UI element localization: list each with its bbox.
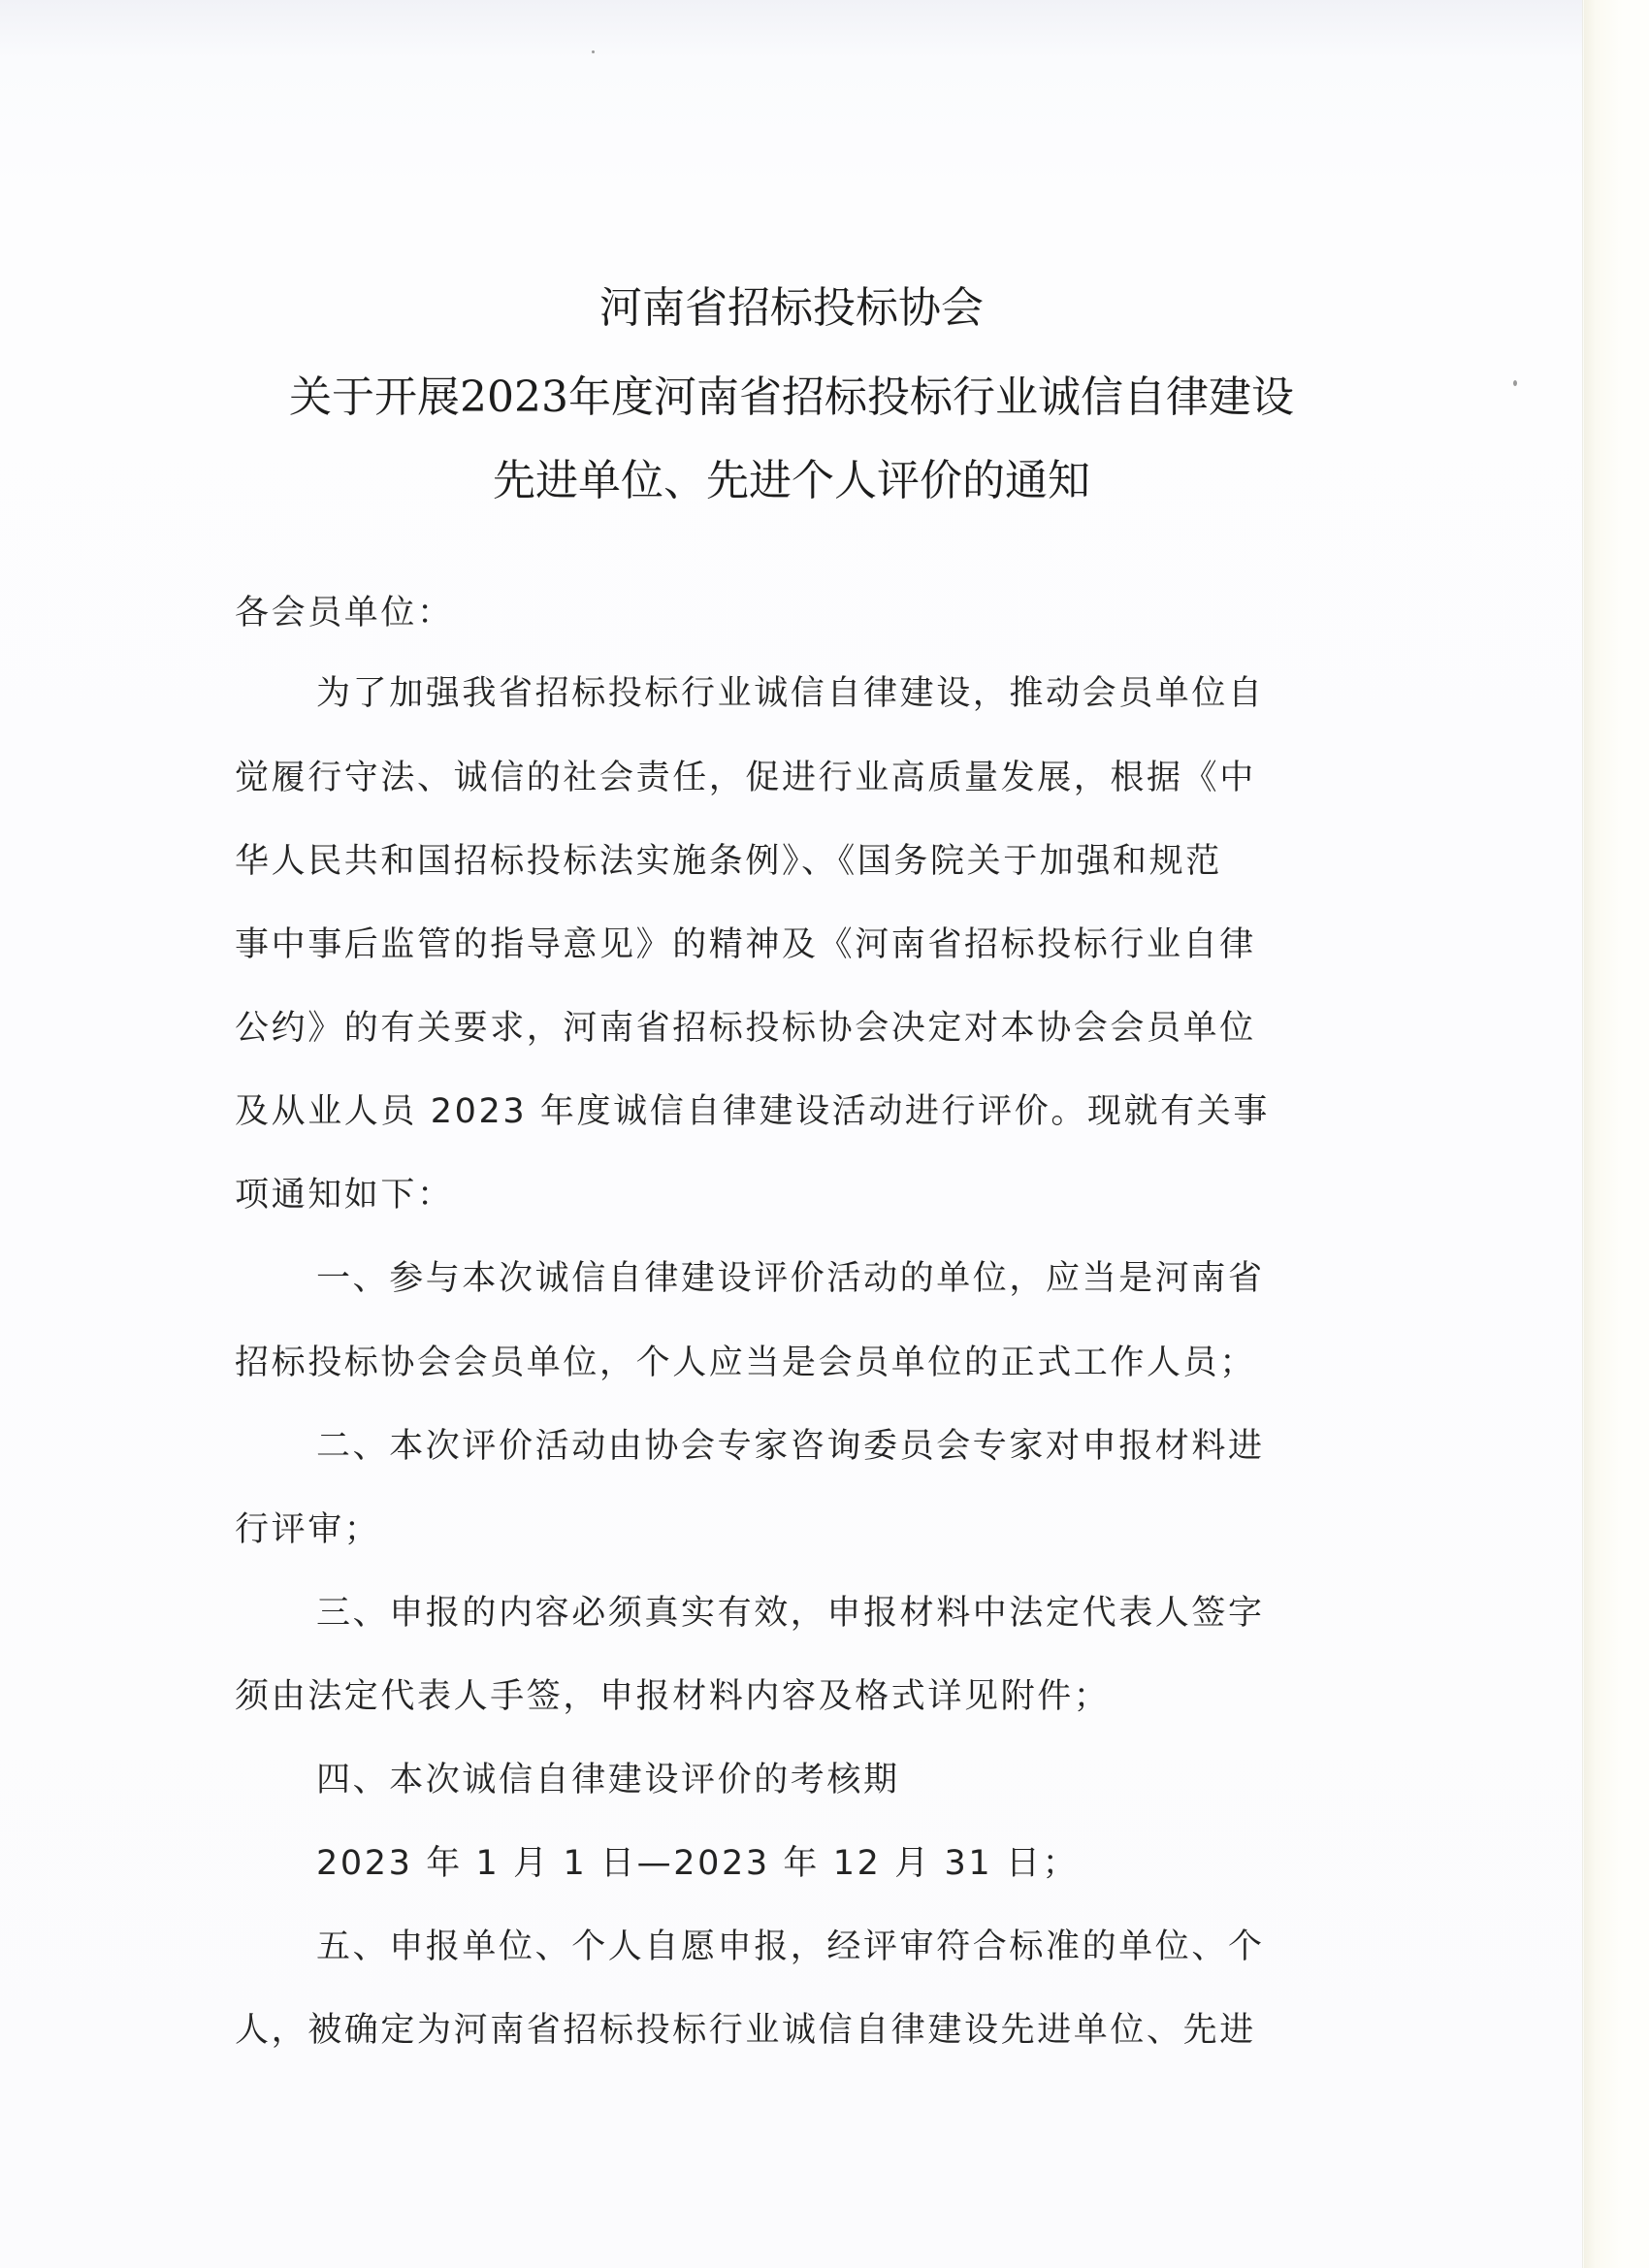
- paragraph-line: 觉履行守法、诚信的社会责任，促进行业高质量发展，根据《中: [235, 759, 1256, 797]
- paragraph-line: 公约》的有关要求，河南省招标投标协会决定对本协会会员单位: [235, 1009, 1256, 1048]
- item-5-line: 五、申报单位、个人自愿申报，经评审符合标准的单位、个: [316, 1928, 1265, 1966]
- paragraph-line: 事中事后监管的指导意见》的精神及《河南省招标投标行业自律: [235, 925, 1256, 964]
- scan-speck: [592, 50, 595, 53]
- item-3-line: 三、申报的内容必须真实有效，申报材料中法定代表人签字: [316, 1594, 1265, 1633]
- title-line-subject: 关于开展2023年度河南省招标投标行业诚信自律建设: [289, 373, 1294, 422]
- title-line-organization: 河南省招标投标协会: [599, 283, 984, 333]
- paragraph-line: 华人民共和国招标投标法实施条例》、《国务院关于加强和规范: [235, 842, 1222, 881]
- paragraph-line: 项通知如下：: [235, 1176, 454, 1215]
- item-3-line: 须由法定代表人手签，申报材料内容及格式详见附件；: [235, 1677, 1111, 1716]
- paragraph-line: 为了加强我省招标投标行业诚信自律建设，推动会员单位自: [316, 674, 1265, 713]
- salutation: 各会员单位：: [235, 594, 454, 632]
- item-4-line: 四、本次诚信自律建设评价的考核期: [316, 1761, 900, 1799]
- item-5-line: 人，被确定为河南省招标投标行业诚信自律建设先进单位、先进: [235, 2011, 1256, 2050]
- item-2-line: 二、本次评价活动由协会专家咨询委员会专家对申报材料进: [316, 1427, 1265, 1466]
- scan-edge: [1584, 0, 1649, 2268]
- title-line-notice: 先进单位、先进个人评价的通知: [493, 456, 1090, 505]
- item-2-line: 行评审；: [235, 1510, 381, 1549]
- item-1-line: 招标投标协会会员单位，个人应当是会员单位的正式工作人员；: [235, 1344, 1256, 1382]
- paragraph-line: 及从业人员 2023 年度诚信自律建设活动进行评价。现就有关事: [235, 1092, 1270, 1131]
- assessment-period: 2023 年 1 月 1 日—2023 年 12 月 31 日；: [316, 1844, 1080, 1883]
- item-1-line: 一、参与本次诚信自律建设评价活动的单位，应当是河南省: [316, 1259, 1265, 1298]
